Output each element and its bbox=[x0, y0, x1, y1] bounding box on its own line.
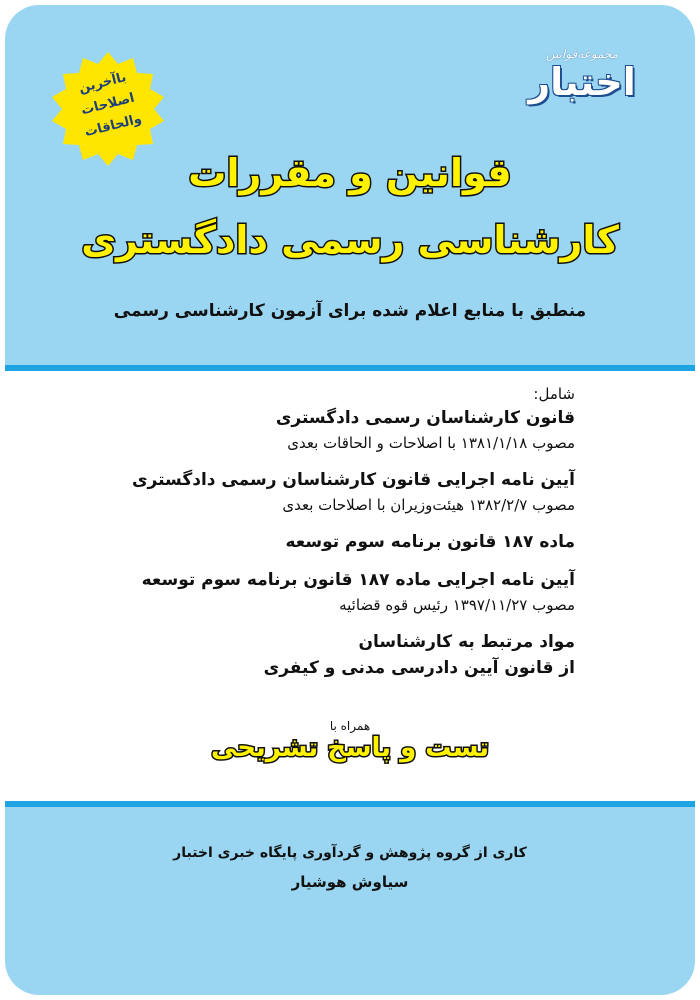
together-label: همراه با bbox=[329, 719, 371, 733]
item-note: مصوب ۱۳۸۱/۱/۱۸ با اصلاحات و الحاقات بعدی bbox=[287, 434, 575, 452]
book-cover bbox=[5, 5, 695, 995]
badge-line: والحاقات bbox=[83, 111, 144, 141]
brand-logo bbox=[507, 47, 657, 125]
brand-small-text: مجموعه‌قوانین bbox=[545, 47, 619, 61]
list-item bbox=[105, 567, 575, 617]
item-heading: آیین نامه اجرایی ماده ۱۸۷ قانون برنامه سوم توسعه bbox=[141, 570, 575, 590]
item-note: مصوب ۱۳۹۷/۱۱/۲۷ رئیس قوه قضائیه bbox=[339, 596, 575, 614]
title-line-1: قوانین و مقررات bbox=[188, 151, 512, 195]
related-line-1: مواد مرتبط به کارشناسان bbox=[358, 632, 575, 652]
brand-name: اختبار bbox=[528, 60, 636, 104]
badge-line: باآخرین bbox=[77, 70, 128, 97]
together-block bbox=[5, 719, 695, 763]
footer-credit: کاری از گروه پژوهش و گردآوری پایگاه خبری اختبار bbox=[173, 845, 527, 861]
title-line-2: کارشناسی رسمی دادگستری bbox=[81, 218, 619, 262]
list-item bbox=[105, 467, 575, 517]
item-note: مصوب ۱۳۸۲/۲/۷ هیئت‌وزیران با اصلاحات بعدی bbox=[282, 496, 575, 514]
item-heading: قانون کارشناسان رسمی دادگستری bbox=[275, 408, 575, 428]
includes-label: شامل: bbox=[533, 385, 575, 403]
list-item bbox=[105, 529, 575, 555]
author-name: سیاوش هوشیار bbox=[291, 873, 409, 891]
list-item bbox=[105, 405, 575, 455]
list-item bbox=[105, 629, 575, 681]
test-title: تست و پاسخ تشریحی bbox=[210, 733, 490, 763]
item-heading: آیین نامه اجرایی قانون کارشناسان رسمی دادگستری bbox=[131, 470, 575, 490]
subtitle: منطبق با منابع اعلام شده برای آزمون کارشناسی رسمی bbox=[113, 301, 587, 321]
contents-panel bbox=[5, 365, 695, 807]
contents-list bbox=[105, 385, 575, 681]
related-line-2: از قانون آیین دادرسی مدنی و کیفری bbox=[263, 658, 575, 678]
badge-line: اصلاحات bbox=[79, 90, 136, 119]
item-heading: ماده ۱۸۷ قانون برنامه سوم توسعه bbox=[285, 532, 575, 552]
